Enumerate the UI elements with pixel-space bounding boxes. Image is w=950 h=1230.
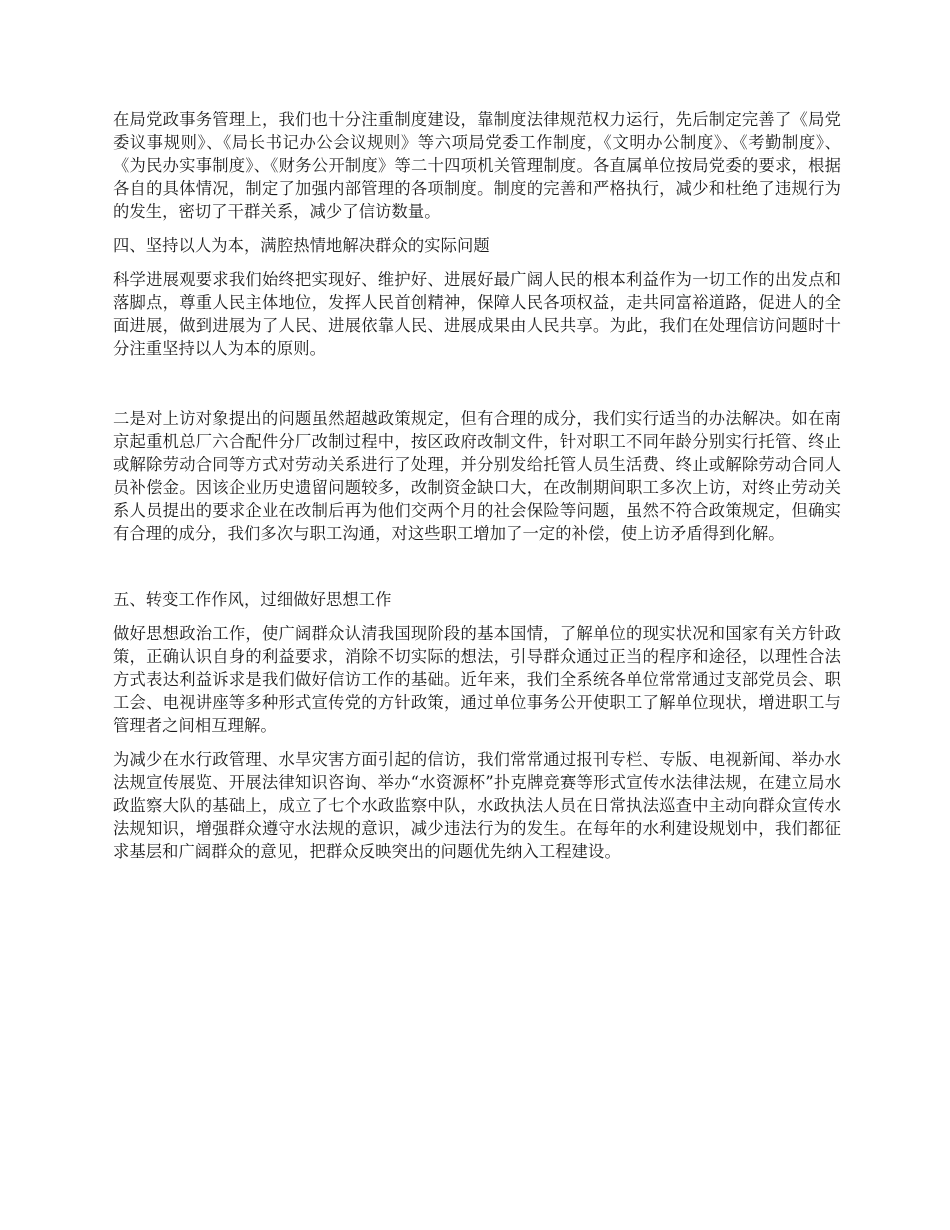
section-heading-five: 五、转变工作作风，过细做好思想工作 xyxy=(113,590,392,609)
spacer xyxy=(113,556,841,588)
paragraph-ideological-work: 做好思想政治工作，使广阔群众认清我国现阶段的基本国情，了解单位的现实状况和国家有关方针政策，正确认识自身的利益要求，消除不切实际的想法，引导群众通过正当的程序和途径，以理性合法方式表达利益诉求是我们做好信访工作的基础。近年来，我们全系统各单位常常通过支部党员会、职工会、电视讲座等多种形式宣传党的方针政策，通过单位事务公开使职工了解单位现状，增进职工与管理者之间相互理解。 xyxy=(113,624,841,735)
paragraph-people-oriented: 科学进展观要求我们始终把实现好、维护好、进展好最广阔人民的根本利益作为一切工作的出发点和落脚点，尊重人民主体地位，发挥人民首创精神，保障人民各项权益，走共同富裕道路，促进人的全面进展，做到进展为了人民、进展依靠人民、进展成果由人民共享。为此，我们在处理信访问题时十分注重坚持以人为本的原则。 xyxy=(113,270,841,358)
document-body xyxy=(113,108,841,874)
paragraph-water-law-publicity: 为减少在水行政管理、水旱灾害方面引起的信访，我们常常通过报刊专栏、专版、电视新闻、举办水法规宣传展览、开展法律知识咨询、举办“水资源杯”扑克牌竞赛等形式宣传水法律法规，在建立局水政监察大队的基础上，成立了七个水政监察中队，水政执法人员在日常执法巡查中主动向群众宣传水法规知识，增强群众遵守水法规的意识，减少违法行为的发生。在每年的水利建设规划中，我们都征求基层和广阔群众的意见，把群众反映突出的问题优先纳入工程建设。 xyxy=(113,750,841,861)
paragraph-reasonable-demands: 二是对上访对象提出的问题虽然超越政策规定，但有合理的成分，我们实行适当的办法解决。如在南京起重机总厂六合配件分厂改制过程中，按区政府改制文件，针对职工不同年龄分别实行托管、终止或解除劳动合同等方式对劳动关系进行了处理，并分别发给托管人员生活费、终止或解除劳动合同人员补偿金。因该企业历史遗留问题较多，改制资金缺口大，在改制期间职工多次上访，对终止劳动关系人员提出的要求企业在改制后再为他们交两个月的社会保险等问题，虽然不符合政策规定，但确实有合理的成分，我们多次与职工沟通，对这些职工增加了一定的补偿，使上访矛盾得到化解。 xyxy=(113,409,841,543)
paragraph-system-building: 在局党政事务管理上，我们也十分注重制度建设，靠制度法律规范权力运行，先后制定完善了《局党委议事规则》、《局长书记办公会议规则》等六项局党委工作制度，《文明办公制度》、《考勤制度》、《为民办实事制度》、《财务公开制度》等二十四项机关管理制度。各直属单位按局党委的要求，根据各自的具体情况，制定了加强内部管理的各项制度。制度的完善和严格执行，减少和杜绝了违规行为的发生，密切了干群关系，减少了信访数量。 xyxy=(113,110,841,221)
section-heading-four: 四、坚持以人为本，满腔热情地解决群众的实际问题 xyxy=(113,236,490,255)
spacer xyxy=(113,371,841,407)
